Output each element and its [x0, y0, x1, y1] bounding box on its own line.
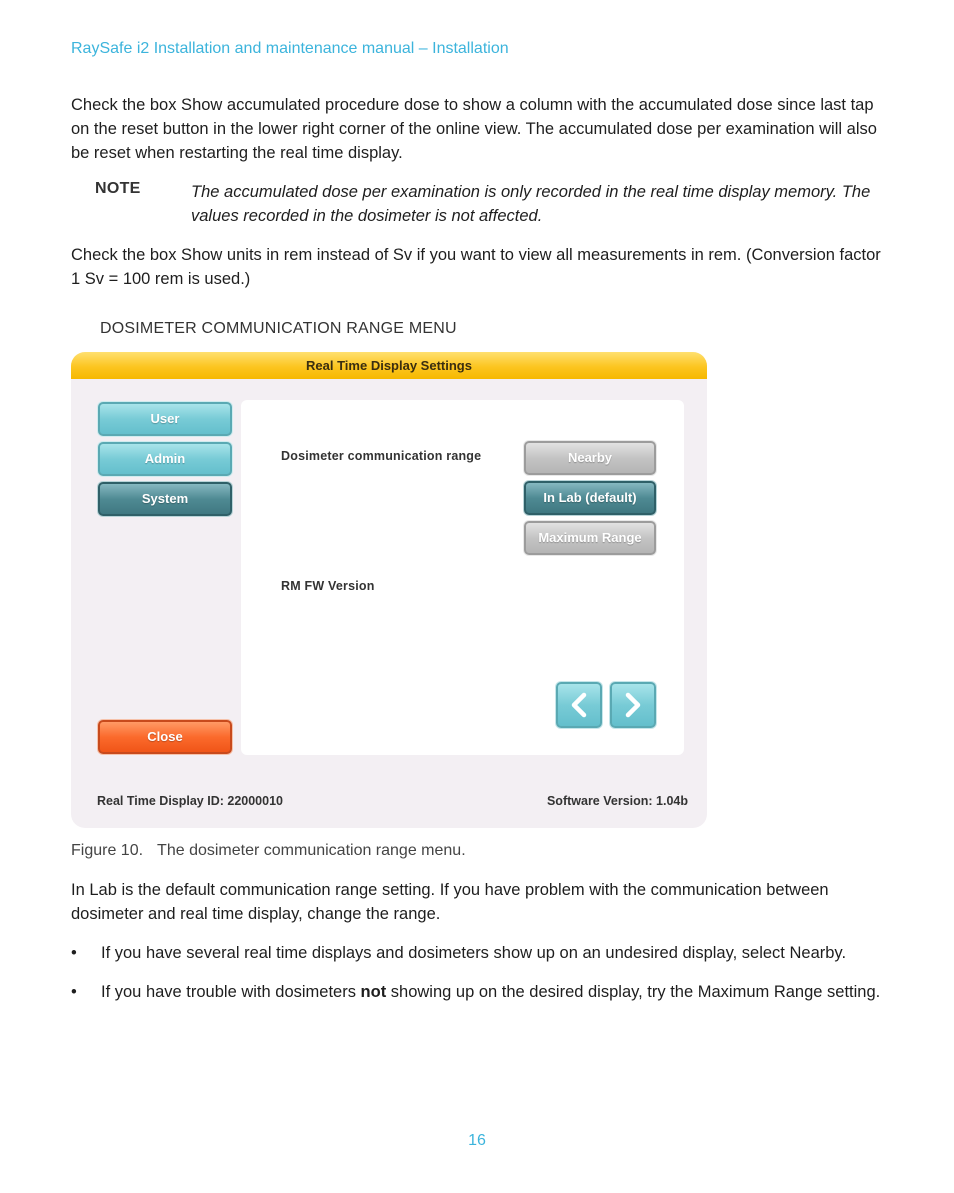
figure-caption: [71, 842, 466, 860]
note-label: NOTE: [95, 180, 141, 197]
admin-button[interactable]: Admin: [98, 442, 232, 476]
in-lab-button[interactable]: In Lab (default): [524, 481, 656, 515]
bullet-text-bold: not: [360, 983, 387, 1001]
figure-heading: DOSIMETER COMMUNICATION RANGE MENU: [100, 320, 457, 337]
maximum-range-button[interactable]: Maximum Range: [524, 521, 656, 555]
bullet-text-post: showing up on the desired display, try the Maximum Range setting.: [386, 983, 881, 1001]
bullet-text: [101, 980, 911, 1004]
bullet-text-pre: If you have trouble with dosimeters: [101, 983, 361, 1001]
page-number: 16: [468, 1132, 486, 1149]
settings-content: [241, 400, 684, 755]
bullet-text: If you have several real time displays and dosimeters show up on an undesired display, select Nearby.: [101, 944, 847, 962]
screen-title: Real Time Display Settings: [71, 352, 707, 379]
running-header: RaySafe i2 Installation and maintenance manual – Installation: [71, 40, 509, 57]
range-label: Dosimeter communication range: [281, 449, 482, 463]
figure-caption-text: The dosimeter communication range menu.: [157, 842, 466, 859]
software-version: Software Version: 1.04b: [546, 794, 688, 808]
fw-version-label: RM FW Version: [281, 579, 375, 593]
paragraph-rem-units: Check the box Show units in rem instead of Sv if you want to view all measurements in rem. (Conversion factor 1 Sv = 100 rem is used.): [71, 246, 881, 288]
paragraph-in-lab-default: In Lab is the default communication range setting. If you have problem with the communication between dosimeter and real time display, change the range.: [71, 881, 829, 923]
settings-screen: [71, 352, 707, 828]
user-button[interactable]: User: [98, 402, 232, 436]
bullet-marker: •: [71, 983, 77, 1001]
previous-button[interactable]: [556, 682, 602, 728]
nearby-button[interactable]: Nearby: [524, 441, 656, 475]
figure-number: Figure 10.: [71, 842, 144, 859]
bullet-marker: •: [71, 944, 77, 962]
paragraph-accumulated-dose: Check the box Show accumulated procedure dose to show a column with the accumulated dose since last tap on the reset button in the lower right corner of the online view. The accumulated dose per examination will also be reset when restarting the real time display.: [71, 96, 877, 162]
chevron-right-icon: [622, 692, 644, 718]
display-id: Real Time Display ID: 22000010: [97, 794, 283, 808]
close-button[interactable]: Close: [98, 720, 232, 754]
note-text: The accumulated dose per examination is only recorded in the real time display memory. The values recorded in the dosimeter is not affected.: [191, 183, 871, 225]
next-button[interactable]: [610, 682, 656, 728]
chevron-left-icon: [568, 692, 590, 718]
system-button[interactable]: System: [98, 482, 232, 516]
